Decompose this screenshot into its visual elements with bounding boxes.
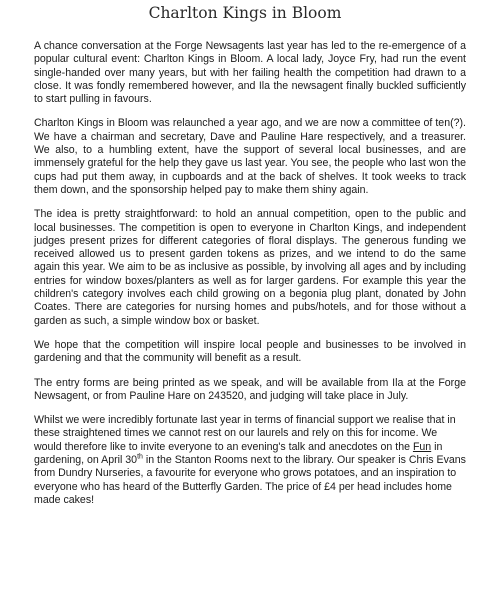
document-title: Charlton Kings in Bloom	[148, 4, 342, 22]
paragraph-intro: A chance conversation at the Forge Newsagents last year has led to the re-emergence of a popular cultural event: Charlton Kings in Bloom. A local lady, Joyce Fry, had run the event single-handed over many years, but with her failing health the competition had drawn to a close. It was fondly remembered however, and Ila the newsagent finally buckled sufficiently to start pulling in favours.	[34, 40, 466, 106]
paragraph-idea: The idea is pretty straightforward: to hold an annual competition, open to the public and local businesses. The competition is open to everyone in Charlton Kings, and independent judges present prizes for different categories of floral displays. The generous funding we received allowed us to present garden tokens as prizes, and we intend to do the same again this year. We aim to be as inclusive as possible, by involving all ages and by including entries for window boxes/planters as well as for larger gardens. For example this year the children's category involves each child growing on a begonia plug plant, donated by John Coates. There are categories for nursing homes and pubs/hotels, and for those without a garden as such, a simple window box or basket.	[34, 208, 466, 327]
document-body	[34, 40, 466, 518]
paragraph-talk-invite	[34, 414, 466, 507]
paragraph-relaunch: Charlton Kings in Bloom was relaunched a year ago, and we are now a committee of ten(?). We have a chairman and secretary, Dave and Pauline Hare respectively, and a treasurer. We also, to a humbling extent, have the support of several local businesses, and are immensely grateful for the help they gave us last year. You see, the people who last won the cups had put them away, in cupboards and at the back of shelves. It took weeks to track them down, and the sponsorship helped pay to make them shiny again.	[34, 117, 466, 196]
talk-text-after: in the Stanton Rooms next to the library. Our speaker is Chris Evans from Dundry Nurseries, a favourite for everyone who grows potatoes, and an inspiration to everyone who has heard of the Butterfly Garden. The price of £4 per head includes home made cakes!	[34, 454, 466, 506]
talk-text-between: in gardening, on April 30	[34, 440, 443, 467]
fun-underlined: Fun	[412, 440, 432, 453]
paragraph-hope: We hope that the competition will inspire local people and businesses to be involved in gardening and that the community will benefit as a result.	[34, 338, 466, 365]
date-superscript: th	[137, 453, 143, 461]
paragraph-entry-forms: The entry forms are being printed as we speak, and will be available from Ila at the Forge Newsagent, or from Pauline Hare on 243520, and judging will take place in July.	[34, 376, 466, 402]
talk-text-before: Whilst we were incredibly fortunate last year in terms of financial support we realise that in these straightened times we cannot rest on our laurels and rely on this for income. We would therefore like to invite everyone to an evening's talk and anecdotes on the	[34, 414, 456, 453]
